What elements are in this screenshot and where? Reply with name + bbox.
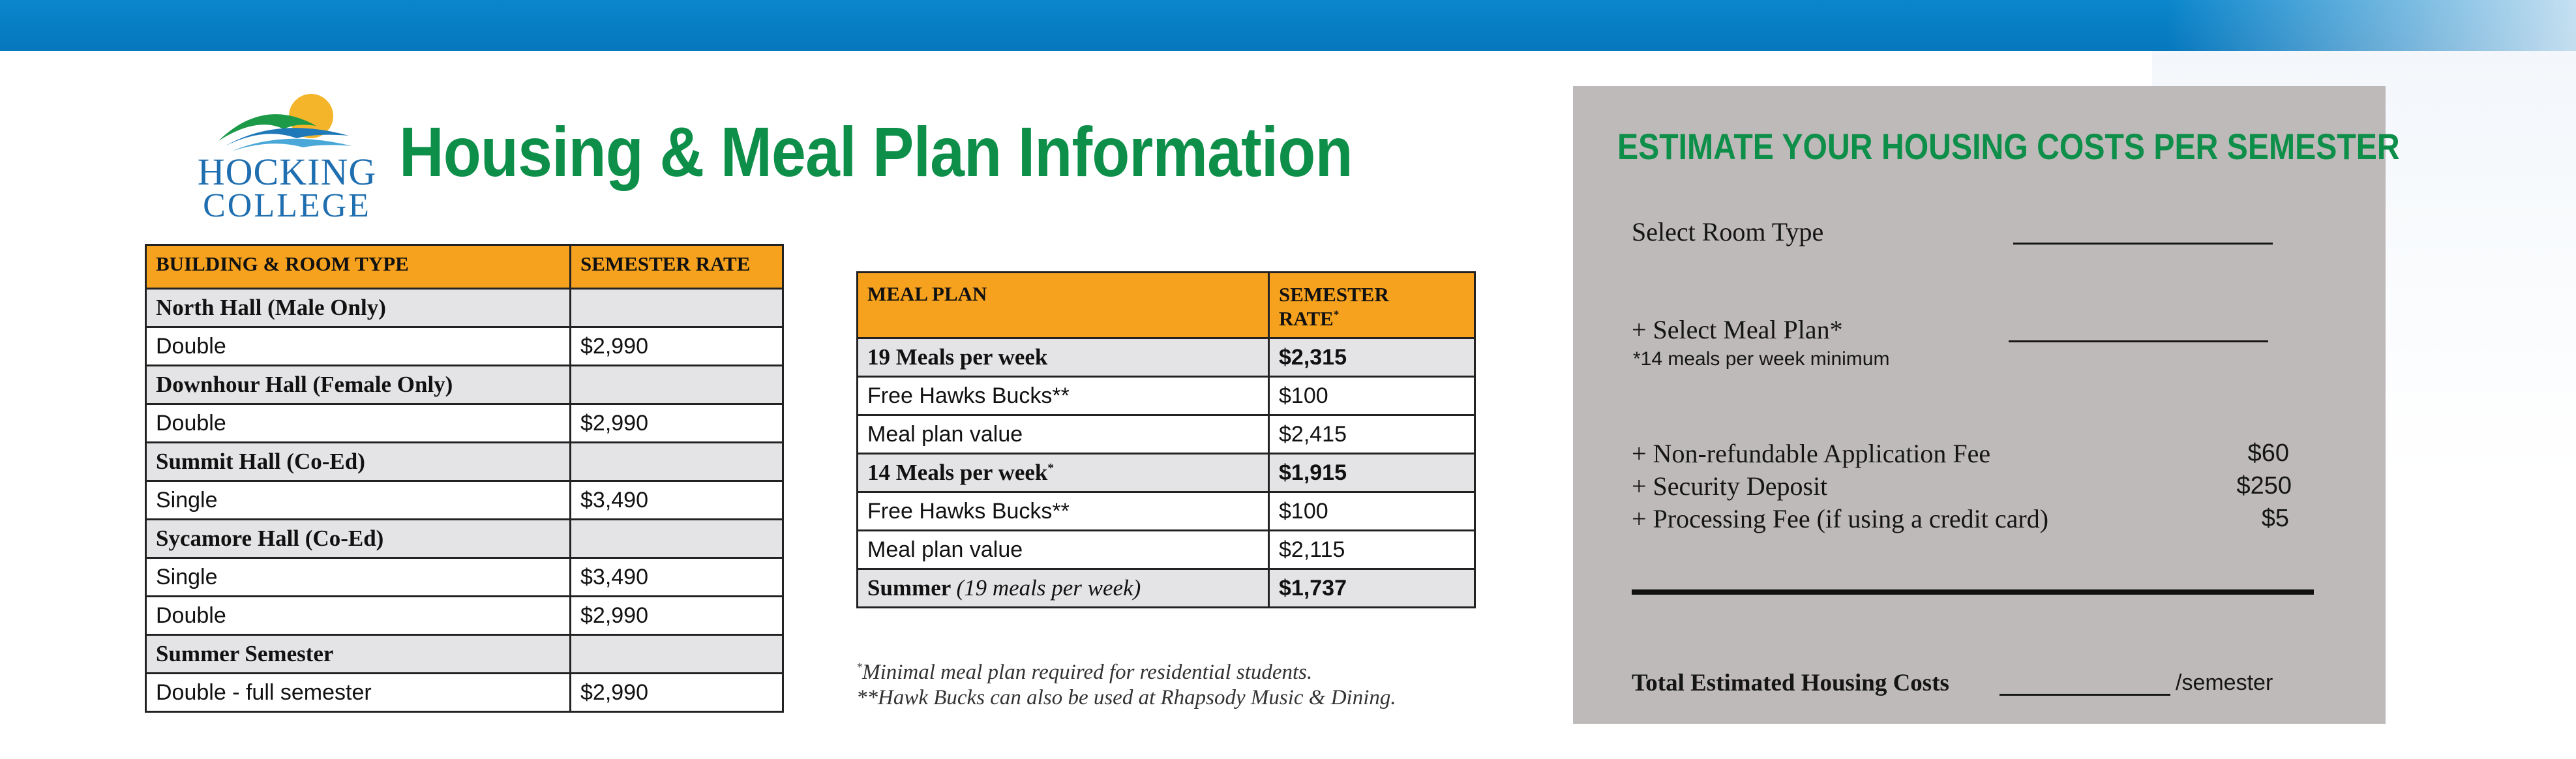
building-name: Sycamore Hall (Co-Ed) xyxy=(146,520,571,558)
fee-amount: $5 xyxy=(2261,505,2289,532)
column-header-meal-plan: MEAL PLAN xyxy=(858,273,1269,338)
column-header-room-type: BUILDING & ROOM TYPE xyxy=(146,245,571,289)
top-banner-fade xyxy=(1891,0,2576,51)
meal-plan-blank[interactable] xyxy=(2009,340,2268,342)
room-type: Single xyxy=(146,558,571,597)
rate-cell: $2,990 xyxy=(571,327,783,366)
rate-cell xyxy=(571,635,783,674)
room-type-blank[interactable] xyxy=(2013,243,2273,245)
hills-sun-icon xyxy=(218,90,355,155)
table-row xyxy=(146,289,783,327)
footnote-1-text: Minimal meal plan required for residential students. xyxy=(862,661,1313,684)
table-row xyxy=(858,569,1475,608)
table-row xyxy=(858,531,1475,569)
table-row xyxy=(146,327,783,366)
meal-plan-name-cell xyxy=(858,569,1269,608)
footnote-1-mark: * xyxy=(856,661,863,674)
footnote-1 xyxy=(856,660,1508,685)
college-logo xyxy=(189,90,385,224)
rate-cell: $2,415 xyxy=(1269,415,1475,454)
meal-plan-name: Summer xyxy=(867,575,951,601)
room-type: Double - full semester xyxy=(146,674,571,712)
rate-cell: $2,315 xyxy=(1269,338,1475,377)
building-name: Summer Semester xyxy=(146,635,571,674)
rate-cell: $2,990 xyxy=(571,404,783,443)
table-row xyxy=(858,492,1475,531)
table-row xyxy=(146,404,783,443)
fee-amount: $250 xyxy=(2236,472,2292,499)
building-name: North Hall (Male Only) xyxy=(146,289,571,327)
fee-label: + Security Deposit xyxy=(1632,471,1828,501)
column-header-semester-rate: SEMESTER RATE xyxy=(571,245,783,289)
table-row xyxy=(146,597,783,635)
fee-label: + Non-refundable Application Fee xyxy=(1632,439,1991,468)
meal-plan-name: 19 Meals per week xyxy=(858,338,1269,377)
meal-plan-note: *14 meals per week minimum xyxy=(1633,348,1890,370)
meal-plan-name-cell xyxy=(858,454,1269,492)
rate-cell xyxy=(571,443,783,481)
meal-plan-detail: Free Hawks Bucks** xyxy=(858,492,1269,531)
rate-cell: $100 xyxy=(1269,377,1475,415)
total-suffix: /semester xyxy=(2176,670,2273,695)
room-type-label: Select Room Type xyxy=(1632,217,1824,246)
rate-cell: $1,737 xyxy=(1269,569,1475,608)
asterisk-mark: * xyxy=(1047,461,1055,475)
housing-rates-table xyxy=(145,244,784,713)
rate-cell: $3,490 xyxy=(571,558,783,597)
rate-cell: $3,490 xyxy=(571,481,783,520)
table-row xyxy=(858,415,1475,454)
column-header-semester-rate xyxy=(1269,273,1475,338)
rate-cell: $2,990 xyxy=(571,674,783,712)
meal-plan-label: + Select Meal Plan* xyxy=(1632,315,1843,344)
meal-plan-detail: Meal plan value xyxy=(858,415,1269,454)
table-row xyxy=(146,520,783,558)
rate-cell: $2,115 xyxy=(1269,531,1475,569)
logo-text-college: COLLEGE xyxy=(203,187,371,224)
total-label: Total Estimated Housing Costs xyxy=(1632,670,1949,696)
table-row xyxy=(146,443,783,481)
total-divider xyxy=(1632,589,2314,595)
footnotes xyxy=(856,660,1508,711)
room-type: Double xyxy=(146,597,571,635)
table-row xyxy=(146,558,783,597)
rate-cell xyxy=(571,366,783,404)
room-type: Double xyxy=(146,404,571,443)
rate-cell: $1,915 xyxy=(1269,454,1475,492)
meal-plan-name: 14 Meals per week xyxy=(867,460,1048,485)
rate-cell: $2,990 xyxy=(571,597,783,635)
rate-cell xyxy=(571,520,783,558)
meal-plan-note: (19 meals per week) xyxy=(956,575,1141,601)
page-title: Housing & Meal Plan Information xyxy=(399,112,1353,191)
estimate-panel xyxy=(1573,86,2400,724)
fee-amount: $60 xyxy=(2247,439,2289,467)
table-row xyxy=(858,377,1475,415)
rate-cell: $100 xyxy=(1269,492,1475,531)
room-type: Double xyxy=(146,327,571,366)
table-row xyxy=(146,674,783,712)
room-type: Single xyxy=(146,481,571,520)
table-row xyxy=(146,366,783,404)
table-row xyxy=(858,454,1475,492)
table-row xyxy=(858,338,1475,377)
logo-text-hocking: HOCKING xyxy=(197,151,377,193)
table-row xyxy=(146,635,783,674)
header-asterisk: * xyxy=(1333,308,1340,321)
table-row xyxy=(146,481,783,520)
header-word-semester: SEMESTER xyxy=(1279,283,1389,306)
estimate-title: ESTIMATE YOUR HOUSING COSTS PER SEMESTER xyxy=(1617,126,2400,167)
meal-plan-detail: Free Hawks Bucks** xyxy=(858,377,1269,415)
meal-plan-detail: Meal plan value xyxy=(858,531,1269,569)
building-name: Summit Hall (Co-Ed) xyxy=(146,443,571,481)
header-word-rate: RATE xyxy=(1279,307,1334,331)
total-blank[interactable] xyxy=(1999,694,2170,696)
footnote-2: **Hawk Bucks can also be used at Rhapsody Music & Dining. xyxy=(856,685,1396,709)
rate-cell xyxy=(571,289,783,327)
fee-label: + Processing Fee (if using a credit card) xyxy=(1632,504,2049,533)
meal-plan-table xyxy=(856,271,1476,608)
building-name: Downhour Hall (Female Only) xyxy=(146,366,571,404)
